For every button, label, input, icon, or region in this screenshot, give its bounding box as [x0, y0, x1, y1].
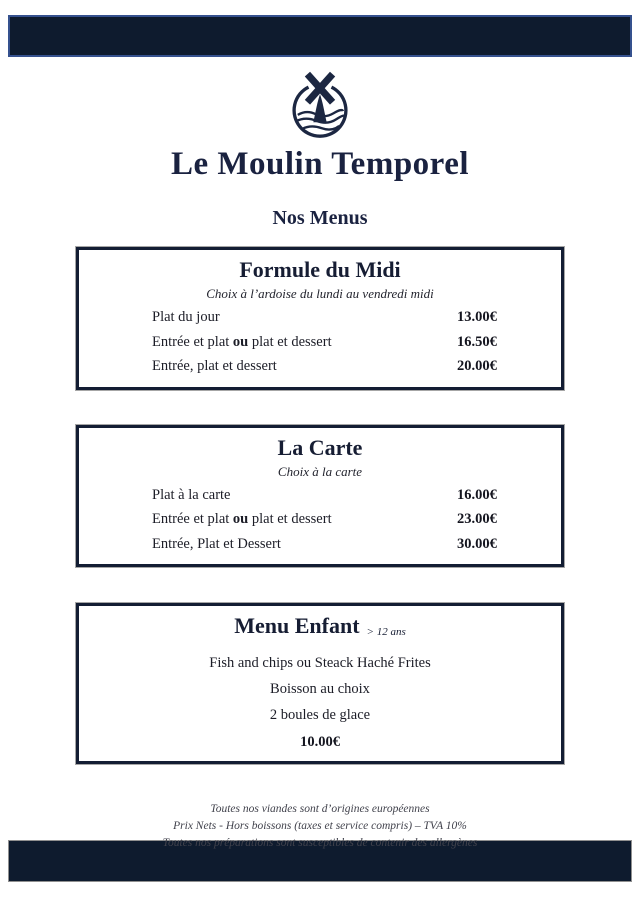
- menu-item-price: 20.00€: [457, 358, 497, 374]
- menu-row: [79, 330, 561, 355]
- label-text: plat et dessert: [248, 333, 332, 350]
- menu-item-price: 13.00€: [457, 309, 497, 325]
- menu-page: [0, 57, 640, 852]
- menu-enfant-line: Boisson au choix: [270, 681, 370, 697]
- footer-note-line: Toutes nos préparations sont susceptibles de contenir des allergènes: [162, 837, 478, 849]
- menu-enfant-line: Fish and chips ou Steack Haché Frites: [209, 655, 431, 671]
- menu-card-title-text: Menu Enfant: [234, 613, 360, 638]
- menu-item-price: 30.00€: [457, 535, 497, 552]
- menu-item-label: [152, 330, 457, 355]
- footer-note-line: Toutes nos viandes sont d’origines européennes: [210, 803, 430, 815]
- footer-notes: [0, 801, 640, 852]
- menu-item-price: 23.00€: [457, 511, 497, 527]
- menu-card-title: [79, 606, 561, 645]
- menu-item-label: [152, 532, 457, 557]
- menu-row: [79, 507, 561, 532]
- label-text: Plat à la carte: [152, 486, 231, 503]
- menu-enfant-price: 10.00€: [300, 734, 340, 750]
- age-note: > 12 ans: [366, 626, 406, 638]
- menu-card-subtitle: Choix à la carte: [277, 463, 363, 479]
- menu-row: [79, 354, 561, 379]
- menu-card-title: Formule du Midi: [239, 257, 401, 282]
- menu-item-label: [152, 507, 457, 532]
- menu-row: [79, 483, 561, 508]
- menu-item-label: [152, 305, 457, 330]
- menu-item-price: 16.50€: [457, 333, 497, 350]
- menu-card-title: La Carte: [277, 434, 363, 460]
- top-accent-bar: [8, 15, 632, 57]
- label-bold-text: ou: [232, 333, 249, 350]
- menu-item-label: [152, 483, 457, 508]
- label-text: Plat du jour: [152, 309, 220, 325]
- menu-card-formule-du-midi: [76, 247, 564, 390]
- label-text: plat et dessert: [248, 511, 332, 527]
- menu-card-la-carte: [76, 425, 564, 568]
- menu-card-subtitle: Choix à l’ardoise du lundi au vendredi midi: [206, 286, 434, 301]
- label-text: Entrée et plat: [152, 511, 233, 527]
- page-title: Le Moulin Temporel: [170, 146, 470, 182]
- menu-row: [79, 305, 561, 330]
- menu-item-label: [152, 354, 457, 379]
- menu-item-price: 16.00€: [457, 486, 497, 503]
- menu-enfant-line: 2 boules de glace: [269, 707, 371, 723]
- menus-heading: Nos Menus: [272, 207, 368, 229]
- menu-rows: [79, 483, 561, 557]
- footer-note-line: Prix Nets - Hors boissons (taxes et service compris) – TVA 10%: [173, 820, 467, 832]
- windmill-icon: [282, 66, 358, 140]
- label-text: Entrée et plat: [152, 333, 233, 350]
- label-text: Entrée, plat et dessert: [152, 358, 277, 374]
- menu-card-menu-enfant: [76, 603, 564, 764]
- label-bold-text: ou: [232, 511, 249, 527]
- label-text: Entrée, Plat et Dessert: [152, 535, 281, 552]
- menu-row: [79, 532, 561, 557]
- menu-rows: [79, 305, 561, 379]
